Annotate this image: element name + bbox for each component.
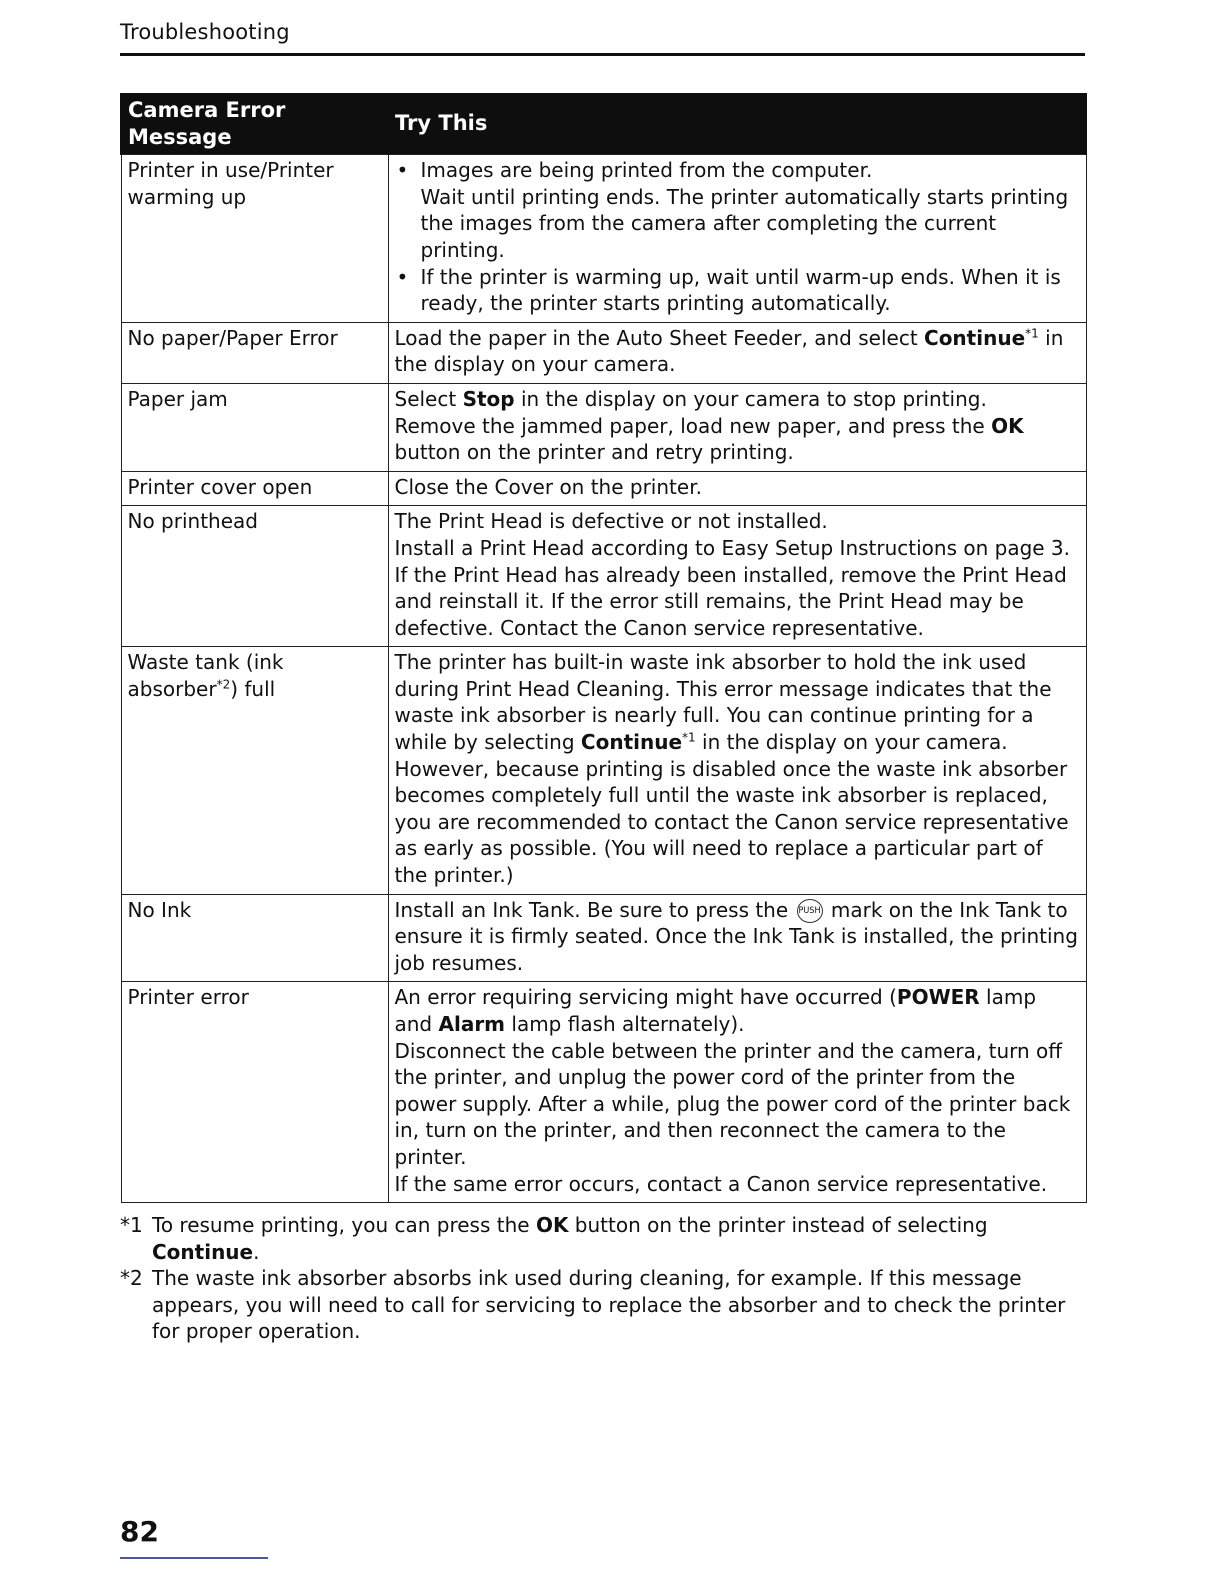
table-row	[121, 894, 1086, 982]
page-number: 82	[120, 1515, 159, 1548]
remedy-cell: The Print Head is defective or not installed. Install a Print Head according to Easy Setup Instructions on page 3. If the Print Head has already been installed, remove the Print Head and reinstall it. If the error still remains, the Print Head may be defective. Contact the Canon service representative.	[388, 506, 1086, 647]
remedy-cell: An error requiring servicing might have occurred (POWER lamp and Alarm lamp flash alternately). Disconnect the cable between the printer and the camera, turn off the printer, and unplug the power cord of the printer from the power supply. After a while, plug the power cord of the printer back in, turn on the printer, and then reconnect the camera to the printer. If the same error occurs, contact a Canon service representative.	[388, 982, 1086, 1203]
error-message: Waste tank (ink absorber$^{*2}$) full	[127, 650, 284, 701]
table-row	[121, 647, 1086, 894]
error-message-cell	[121, 471, 388, 506]
bullet-item: • Images are being printed from the computer. Wait until printing ends. The printer automatically starts printing the images from the camera after completing the current printing.	[396, 158, 1069, 262]
error-message-cell	[121, 322, 388, 383]
error-message-cell	[121, 982, 388, 1203]
error-table	[120, 93, 1087, 1203]
footnote-2: *2 The waste ink absorber absorbs ink used during cleaning, for example. If this message appears, you will need to call for servicing to replace the absorber and to check the printer for proper operation.	[120, 1266, 1066, 1344]
footnote-1: *1 To resume printing, you can press the OK button on the printer instead of selecting Continue.	[120, 1213, 988, 1264]
remedy-cell	[388, 155, 1086, 323]
remedy-cell: Close the Cover on the printer.	[388, 471, 1086, 506]
remedy-cell: The printer has built-in waste ink absorber to hold the ink used during Print Head Cleaning. This error message indicates that the waste ink absorber is nearly full. You can continue printing for a while by selecting Continue$^{*1}$ in the display on your camera. However, because printing is disabled once the waste ink absorber becomes completely full until the waste ink absorber is replaced, you are recommended to contact the Canon service representative as early as possible. (You will need to replace a particular part of the printer.)	[388, 647, 1086, 894]
footnotes	[120, 1212, 1085, 1345]
table-row	[121, 155, 1086, 323]
push-mark-icon: PUSH	[797, 899, 823, 923]
error-message: Printer cover open	[127, 474, 313, 499]
error-message: No Ink	[127, 897, 192, 922]
column-header-try-this: Try This	[388, 93, 1086, 155]
error-message: Printer error	[127, 985, 249, 1010]
error-message-cell	[121, 894, 388, 982]
table-header-row	[121, 93, 1086, 155]
footnote-mark: *1	[120, 1213, 143, 1237]
remedy-cell: Install an Ink Tank. Be sure to press the PUSH mark on the Ink Tank to ensure it is firmly seated. Once the Ink Tank is installed, the printing job resumes.	[388, 894, 1086, 982]
remedy-cell: Select Stop in the display on your camera to stop printing. Remove the jammed paper, load new paper, and press the OK button on the printer and retry printing.	[388, 383, 1086, 471]
table-row	[121, 383, 1086, 471]
column-header-camera-error-message: Camera Error Message	[121, 93, 388, 155]
table-row	[121, 506, 1086, 647]
error-message-cell	[121, 647, 388, 894]
footer-rule	[120, 1557, 268, 1559]
footnote-mark: *2	[120, 1266, 143, 1291]
error-message-cell	[121, 506, 388, 647]
error-message: Paper jam	[127, 386, 228, 411]
bullet-icon: •	[396, 264, 409, 289]
error-message-cell	[121, 383, 388, 471]
error-message-cell	[121, 155, 388, 323]
header-rule	[120, 53, 1085, 56]
error-message: No paper/Paper Error	[127, 325, 338, 350]
error-message: Printer in use/Printer warming up	[127, 158, 334, 209]
bullet-icon: •	[396, 158, 409, 183]
error-message: No printhead	[127, 509, 258, 534]
page-header-title: Troubleshooting	[120, 20, 290, 44]
bullet-item: • If the printer is warming up, wait until warm-up ends. When it is ready, the printer starts printing automatically.	[396, 264, 1061, 316]
table-row	[121, 471, 1086, 506]
table-row	[121, 982, 1086, 1203]
table-row	[121, 322, 1086, 383]
remedy-cell: Load the paper in the Auto Sheet Feeder, and select Continue$^{*1}$ in the display on your camera.	[388, 322, 1086, 383]
